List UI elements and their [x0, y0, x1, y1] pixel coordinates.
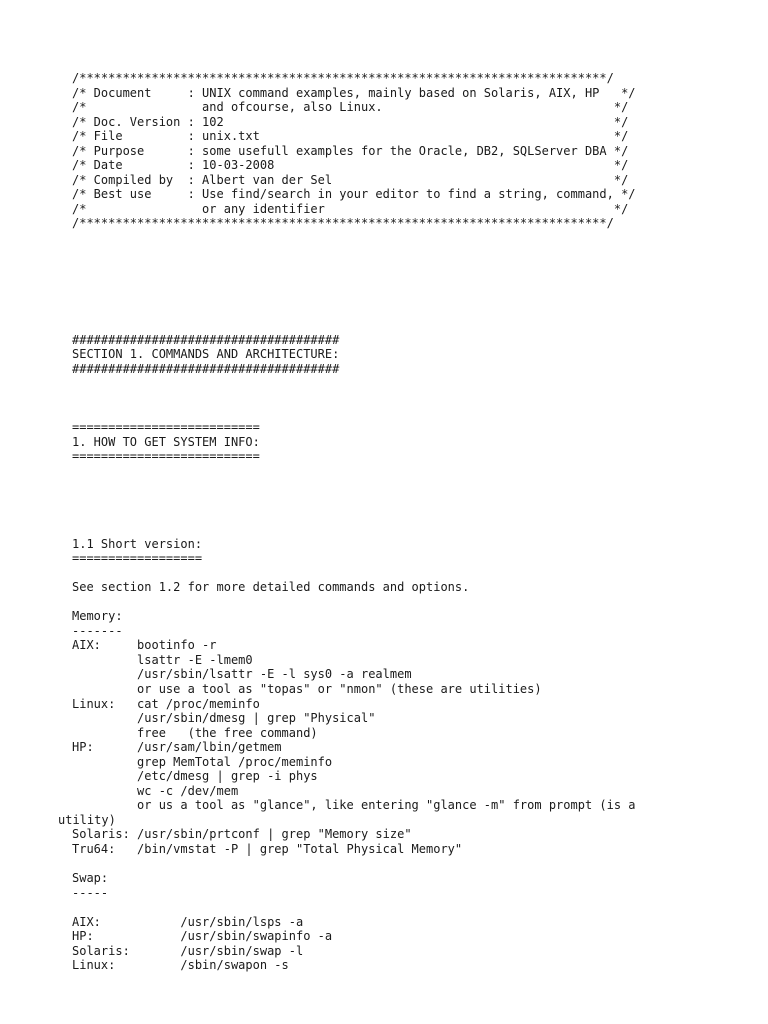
- document-line: [72, 566, 636, 581]
- document-line: [72, 318, 636, 333]
- document-line: /* and ofcourse, also Linux. */: [72, 100, 629, 115]
- document-line: #####################################: [72, 361, 340, 376]
- document-line: /* or any identifier */: [72, 201, 629, 216]
- document-line: AIX: /usr/sbin/lsps -a: [72, 914, 304, 929]
- document-line: Memory:: [72, 609, 123, 624]
- document-line: [72, 406, 636, 421]
- document-line: [72, 493, 636, 508]
- document-line: HP: /usr/sbin/swapinfo -a: [72, 929, 333, 944]
- document-line: ==========================: [72, 420, 260, 435]
- document-line: [72, 522, 636, 537]
- document-line: 1.1 Short version:: [72, 536, 203, 551]
- document-line: [72, 246, 636, 261]
- document-line: 1. HOW TO GET SYSTEM INFO:: [72, 434, 260, 449]
- document-line: [72, 464, 636, 479]
- document-line: ==================: [72, 551, 203, 566]
- document-line: free (the free command): [72, 725, 318, 740]
- document-line: [72, 304, 636, 319]
- document-line: /usr/sbin/lsattr -E -l sys0 -a realmem: [72, 667, 412, 682]
- document-text: [58, 71, 636, 973]
- document-line: Swap:: [72, 871, 109, 886]
- document-line: HP: /usr/sam/lbin/getmem: [72, 740, 282, 755]
- document-line: #####################################: [72, 332, 340, 347]
- document-line: [72, 595, 636, 610]
- document-line: /* Compiled by : Albert van der Sel */: [72, 172, 629, 187]
- document-line: wc -c /dev/mem: [72, 783, 239, 798]
- document-line: [72, 478, 636, 493]
- document-line: [72, 507, 636, 522]
- document-line: Tru64: /bin/vmstat -P | grep "Total Physical Memory": [72, 841, 463, 856]
- document-line: [72, 275, 636, 290]
- document-line: lsattr -E -lmem0: [72, 652, 253, 667]
- document-line: or use a tool as "topas" or "nmon" (these are utilities): [72, 681, 542, 696]
- document-line: [72, 857, 636, 872]
- document-line: Solaris: /usr/sbin/prtconf | grep "Memory size": [72, 827, 412, 842]
- document-line: /* Best use : Use find/search in your editor to find a string, command, */: [72, 187, 636, 202]
- document-line: /etc/dmesg | grep -i phys: [72, 769, 318, 784]
- document-line: SECTION 1. COMMANDS AND ARCHITECTURE:: [72, 347, 340, 362]
- document-line: -----: [72, 885, 109, 900]
- document-line: [72, 391, 636, 406]
- document-line: /usr/sbin/dmesg | grep "Physical": [72, 711, 376, 726]
- document-line: ==========================: [72, 449, 260, 464]
- document-line: /*************************************************************************/: [72, 71, 614, 85]
- document-line: -------: [72, 623, 123, 638]
- document-line: or us a tool as "glance", like entering "glance -m" from prompt (is a: [72, 798, 636, 813]
- document-line: /* Document : UNIX command examples, mainly based on Solaris, AIX, HP */: [72, 85, 636, 100]
- document-line: /*************************************************************************/: [72, 216, 614, 231]
- document-line: [72, 231, 636, 246]
- document-line: See section 1.2 for more detailed commands and options.: [72, 580, 470, 595]
- document-line: utility): [58, 812, 116, 827]
- document-line: AIX: bootinfo -r: [72, 638, 217, 653]
- document-line: /* File : unix.txt */: [72, 129, 629, 144]
- document-line: [72, 900, 636, 915]
- document-line: /* Purpose : some usefull examples for the Oracle, DB2, SQLServer DBA */: [72, 143, 629, 158]
- document-line: [72, 260, 636, 275]
- document-line: grep MemTotal /proc/meminfo: [72, 754, 333, 769]
- document-line: Solaris: /usr/sbin/swap -l: [72, 943, 304, 958]
- document-line: Linux: /sbin/swapon -s: [72, 958, 289, 973]
- document-line: /* Doc. Version : 102 */: [72, 114, 629, 129]
- document-line: Linux: cat /proc/meminfo: [72, 696, 260, 711]
- document-line: [72, 376, 636, 391]
- document-line: /* Date : 10-03-2008 */: [72, 158, 629, 173]
- document-line: [72, 289, 636, 304]
